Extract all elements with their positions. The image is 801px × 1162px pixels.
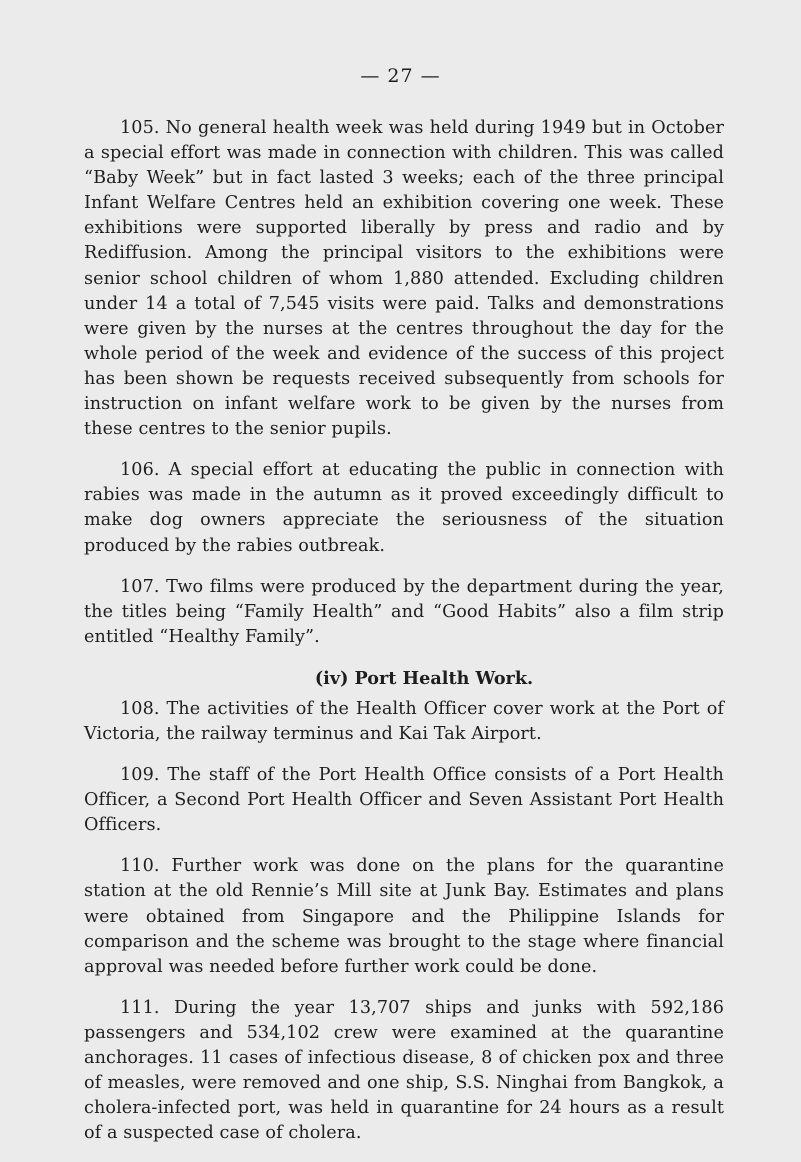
paragraph-text: A special effort at educating the public in connection with rabies was made in the autumn as it proved exceedingly difficult to make dog owners appreciate the seriousness of the situation produced by the rabies outbreak. <box>84 460 724 556</box>
paragraph-number: 109. <box>120 765 160 786</box>
paragraph-number: 111. <box>120 997 160 1018</box>
paragraph-number: 105. <box>120 118 160 138</box>
page-body <box>84 116 724 1162</box>
section-heading: (iv) Port Health Work. <box>314 667 534 689</box>
paragraph-text: No general health week was held during 1949 but in October a special effort was made in connection with children. This was called “Baby Week” but in fact lasted 3 weeks; each of the three principal Infant Welfare Centres held an exhibition covering one week. These exhibitions were supported liberally by press and radio and by Rediffusion. Among the principal visitors to the exhibitions were senior school children of whom 1,880 attended. Excluding children under 14 a total of 7,545 visits were paid. Talks and demonstrations were given by the nurses at the centres throughout the day for the whole period of the week and evidence of the success of this project has been shown be requests received subsequently from schools for instruction on infant welfare work to be given by the nurses from these centres to the senior pupils. <box>84 118 724 440</box>
paragraph-106 <box>84 458 724 558</box>
paragraph-text: The staff of the Port Health Office consists of a Port Health Officer, a Second Port Health Officer and Seven Assistant Port Health Officers. <box>84 765 724 836</box>
paragraph-number: 106. <box>120 460 160 481</box>
paragraph-number: 108. <box>120 698 160 719</box>
paragraph-number: 107. <box>120 576 160 597</box>
paragraph-text: The activities of the Health Officer cover work at the Port of Victoria, the railway terminus and Kai Tak Airport. <box>84 698 725 744</box>
paragraph-text: During the year 13,707 ships and junks with 592,186 passengers and 534,102 crew were examined at the quarantine anchorages. 11 cases of infectious disease, 8 of chicken pox and three of measles, were removed and one ship, S.S. Ninghai from Bangkok, a cholera-infected port, was held in quarantine for 24 hours as a result of a suspected case of cholera. <box>84 997 724 1144</box>
paragraph-107 <box>84 575 724 650</box>
page-number: — 27 — <box>360 65 441 87</box>
paragraph-number: 110. <box>120 856 160 877</box>
paragraph-text: Further work was done on the plans for the quarantine station at the old Rennie’s Mill site at Junk Bay. Estimates and plans were obtained from Singapore and the Philippine Islands for comparison and the scheme was brought to the stage where financial approval was needed before further work could be done. <box>84 856 724 977</box>
paragraph-110 <box>84 854 724 979</box>
paragraph-text: Two films were produced by the department during the year, the titles being “Family Health” and “Good Habits” also a film strip entitled “Healthy Family”. <box>84 576 724 647</box>
paragraph-108 <box>84 697 724 747</box>
paragraph-109 <box>84 763 724 838</box>
paragraph-105 <box>84 116 724 442</box>
paragraph-111 <box>84 996 724 1147</box>
